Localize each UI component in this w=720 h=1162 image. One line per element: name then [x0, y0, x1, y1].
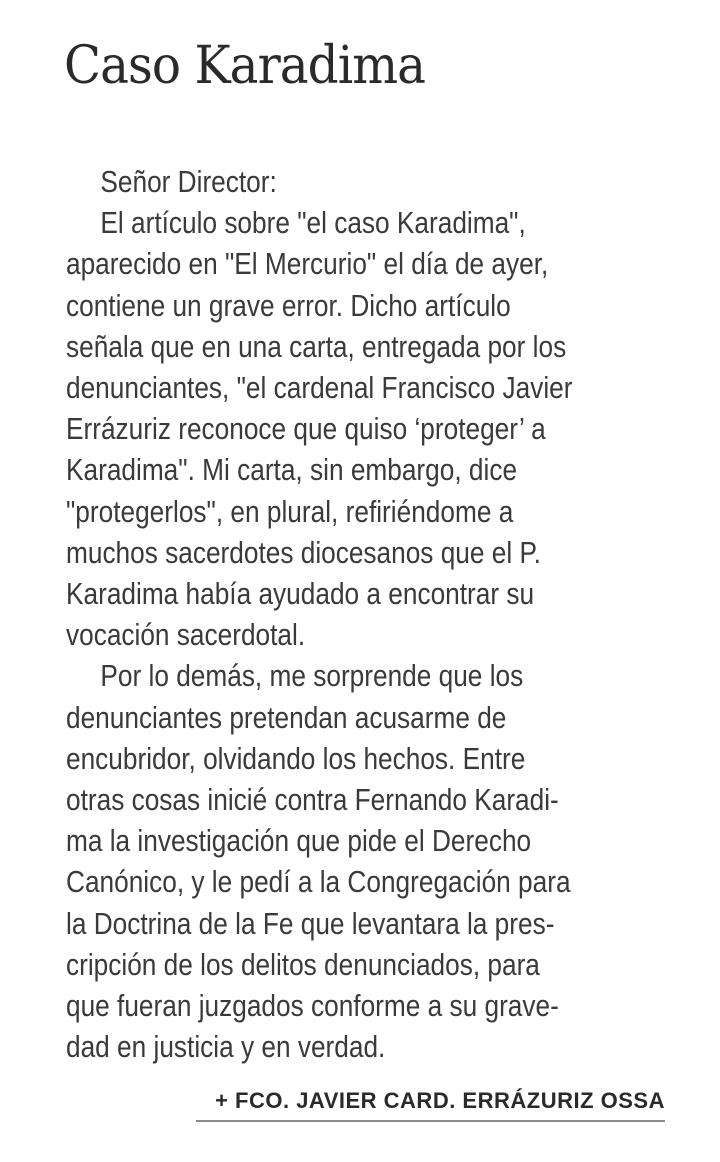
text-line: "protegerlos", en plural, refiriéndome a	[66, 494, 514, 529]
text-line: Canónico, y le pedí a la Congregación para	[66, 865, 571, 900]
text-line: denunciantes, "el cardenal Francisco Javier	[66, 371, 573, 406]
letter-body	[66, 162, 720, 1068]
signature: + FCO. JAVIER CARD. ERRÁZURIZ OSSA	[196, 1088, 665, 1122]
text-line: encubridor, olvidando los hechos. Entre	[66, 741, 526, 776]
text-line: Errázuriz reconoce que quiso ‘proteger’ a	[66, 412, 546, 447]
text-line: muchos sacerdotes diocesanos que el P.	[66, 535, 541, 570]
paragraph-1	[66, 203, 720, 656]
text-line: señala que en una carta, entregada por los	[66, 329, 567, 364]
text-line: otras cosas inicié contra Fernando Karadi-	[66, 783, 559, 818]
text-line: cripción de los delitos denunciados, para	[66, 947, 540, 982]
text-line: contiene un grave error. Dicho artículo	[66, 288, 511, 323]
text-line: Karadima había ayudado a encontrar su	[66, 577, 535, 612]
text-line: aparecido en "El Mercurio" el día de ayer,	[66, 247, 549, 282]
paragraph-2	[66, 656, 720, 1068]
text-line: que fueran juzgados conforme a su grave-	[66, 989, 559, 1024]
text-line: Karadima". Mi carta, sin embargo, dice	[66, 453, 518, 488]
text-line: ma la investigación que pide el Derecho	[66, 824, 532, 859]
text-line: denunciantes pretendan acusarme de	[66, 700, 507, 735]
text-line: Por lo demás, me sorprende que los	[100, 659, 524, 694]
letter-title: Caso Karadima	[64, 36, 426, 96]
text-line: vocación sacerdotal.	[66, 618, 306, 653]
text-line: dad en justicia y en verdad.	[66, 1030, 386, 1065]
text-line: la Doctrina de la Fe que levantara la pres-	[66, 906, 555, 941]
salutation: Señor Director:	[100, 165, 277, 199]
text-line: El artículo sobre "el caso Karadima",	[100, 206, 526, 241]
